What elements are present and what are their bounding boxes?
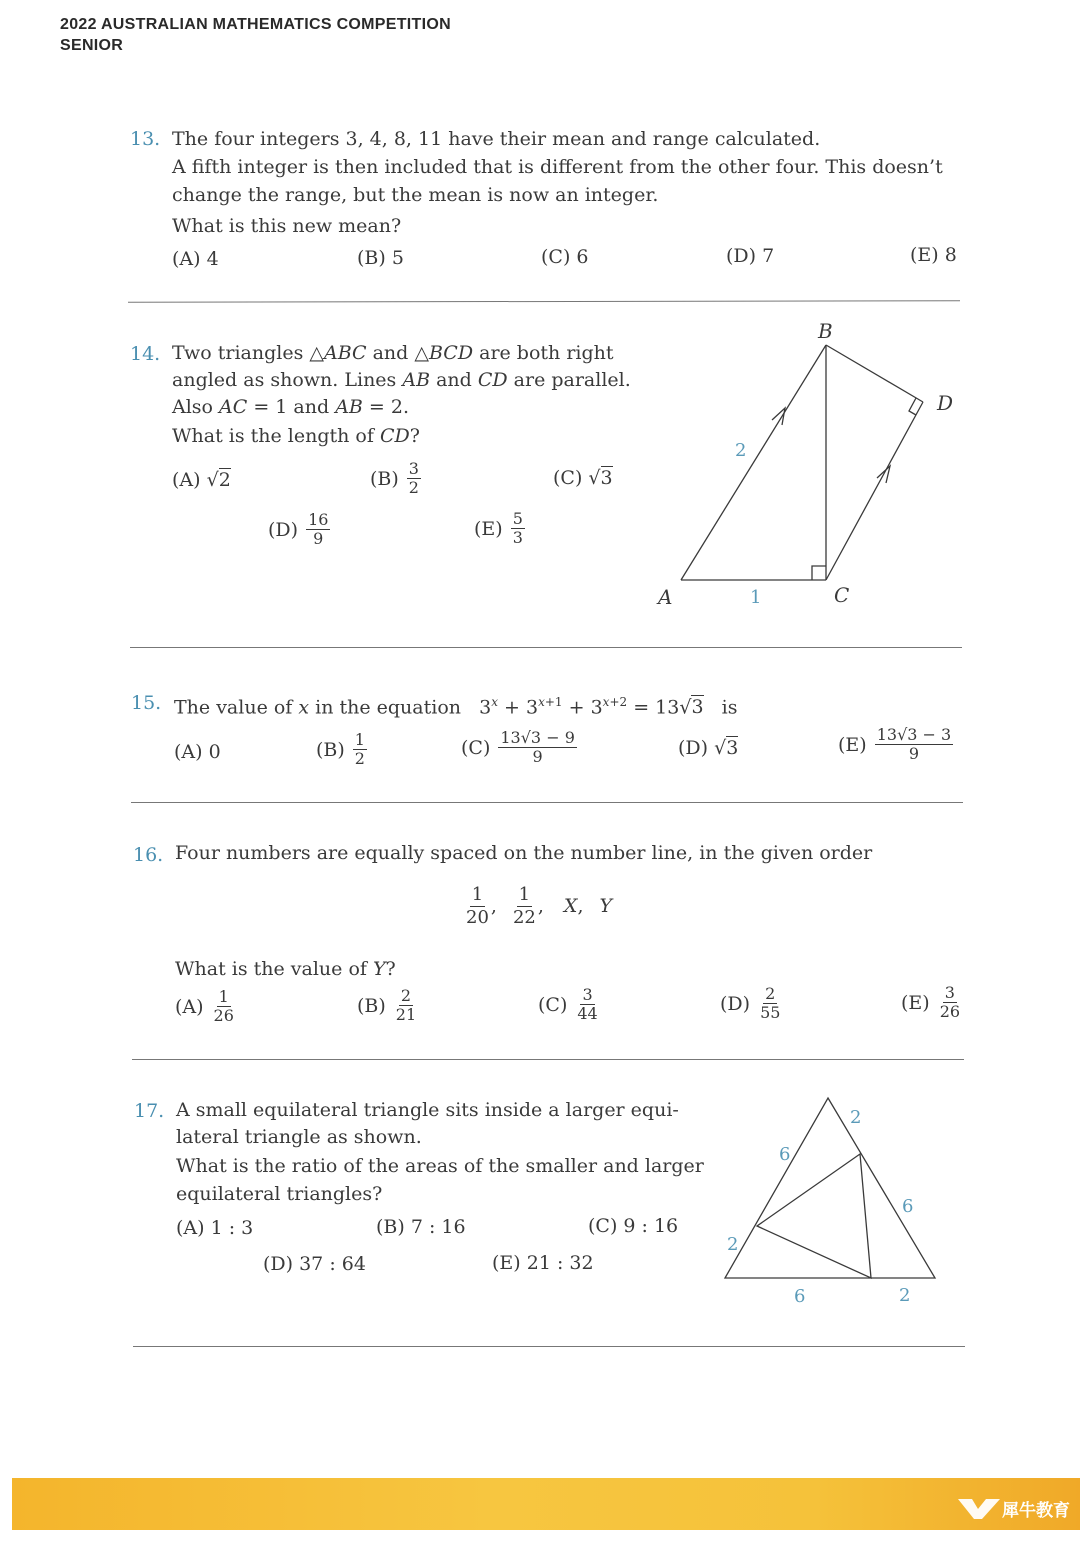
watermark-logo — [956, 1495, 1070, 1521]
question-text-line: A fifth integer is then included that is different from the other four. This doesn’t — [172, 156, 943, 178]
divider — [133, 1346, 965, 1347]
option-c[interactable]: (C) $\frac{3}{44}$ — [538, 985, 598, 1023]
segment-label: 2 — [727, 1234, 739, 1255]
question-text-line: Two triangles △ABC and △BCD are both right — [172, 342, 614, 364]
question-text-line: angled as shown. Lines AB and CD are parallel. — [172, 369, 631, 391]
question-text-line: The value of x in the equation $3^x + 3^{x+1} + 3^{x+2} = 13√3$ is — [174, 695, 738, 719]
option-e[interactable]: (E) $\frac{13√3 - 3}{9}$ — [838, 725, 952, 763]
divider — [132, 1059, 964, 1060]
question-text-line: The four integers 3, 4, 8, 11 have their mean and range calculated. — [172, 128, 821, 150]
segment-label: 2 — [899, 1285, 911, 1306]
option-a[interactable]: (A) 0 — [174, 741, 221, 763]
option-d[interactable]: (D) 37 : 64 — [263, 1253, 366, 1275]
competition-title: 2022 AUSTRALIAN MATHEMATICS COMPETITION — [60, 16, 451, 33]
option-a[interactable]: (A) $\frac{1}{26}$ — [175, 987, 234, 1025]
question-number: 13. — [130, 128, 161, 150]
vertex-d: D — [937, 391, 954, 415]
length-ac: 1 — [750, 587, 762, 608]
option-e[interactable]: (E) $\frac{5}{3}$ — [474, 509, 523, 547]
divider — [131, 802, 963, 803]
divider — [128, 300, 960, 302]
logo-icon — [956, 1495, 1002, 1521]
question-text-line: What is the value of Y? — [175, 958, 396, 980]
question-text-line: What is the length of CD? — [172, 425, 420, 447]
divider — [130, 647, 962, 648]
question-text-line: What is the ratio of the areas of the smaller and larger — [176, 1155, 704, 1177]
question-text-line: Also AC = 1 and AB = 2. — [172, 396, 410, 418]
length-ab: 2 — [735, 440, 747, 461]
triangle-figure-14 — [640, 310, 980, 620]
option-c[interactable]: (C) 9 : 16 — [588, 1215, 679, 1237]
option-d[interactable]: (D) $\frac{16}{9}$ — [268, 510, 329, 548]
question-number: 15. — [131, 692, 162, 714]
footer-band — [12, 1478, 1080, 1530]
segment-label: 2 — [850, 1107, 862, 1128]
option-a[interactable]: (A) √ 2 — [172, 468, 231, 491]
option-d[interactable]: (D) $\frac{2}{55}$ — [720, 984, 781, 1022]
vertex-b: B — [818, 319, 833, 343]
option-b[interactable]: (B) 7 : 16 — [376, 1216, 466, 1238]
question-number: 17. — [134, 1100, 165, 1122]
option-b[interactable]: (B) $\frac{2}{21}$ — [357, 986, 417, 1024]
option-d[interactable]: (D) √ 3 — [678, 736, 739, 759]
vertex-a: A — [658, 585, 673, 609]
equilateral-triangle-figure-17 — [715, 1090, 950, 1310]
option-b[interactable]: (B) 5 — [357, 247, 404, 269]
question-number: 16. — [133, 844, 164, 866]
question-text-line: Four numbers are equally spaced on the number line, in the given order — [175, 842, 873, 864]
option-e[interactable]: (E) 8 — [910, 244, 957, 266]
option-c[interactable]: (C) 6 — [541, 246, 589, 268]
option-b[interactable]: (B) $\frac{1}{2}$ — [316, 730, 365, 768]
option-d[interactable]: (D) 7 — [726, 245, 775, 267]
question-text-line: lateral triangle as shown. — [176, 1126, 422, 1148]
question-text-line: change the range, but the mean is now an integer. — [172, 184, 659, 206]
option-a[interactable]: (A) 1 : 3 — [176, 1217, 254, 1239]
division-label: SENIOR — [60, 37, 124, 54]
option-e[interactable]: (E) 21 : 32 — [492, 1252, 594, 1274]
sequence-expression: $\frac{1}{20}$ , $\frac{1}{22}$ , X , Y — [466, 884, 613, 928]
segment-label: 6 — [794, 1286, 806, 1307]
option-a[interactable]: (A) 4 — [172, 248, 219, 270]
option-b[interactable]: (B) $\frac{3}{2}$ — [370, 459, 419, 497]
page-header — [60, 14, 451, 56]
question-text-line: equilateral triangles? — [176, 1183, 383, 1205]
question-number: 14. — [130, 343, 161, 365]
segment-label: 6 — [779, 1144, 791, 1165]
question-text-line: What is this new mean? — [172, 215, 402, 237]
option-c[interactable]: (C) $\frac{13√3 - 9}{9}$ — [461, 728, 575, 766]
segment-label: 6 — [902, 1196, 914, 1217]
vertex-c: C — [834, 583, 850, 607]
option-c[interactable]: (C) √ 3 — [553, 466, 613, 489]
question-text-line: A small equilateral triangle sits inside a larger equi- — [176, 1099, 679, 1121]
logo-text: 犀牛教育 — [1002, 1500, 1070, 1521]
option-e[interactable]: (E) $\frac{3}{26}$ — [901, 983, 961, 1021]
